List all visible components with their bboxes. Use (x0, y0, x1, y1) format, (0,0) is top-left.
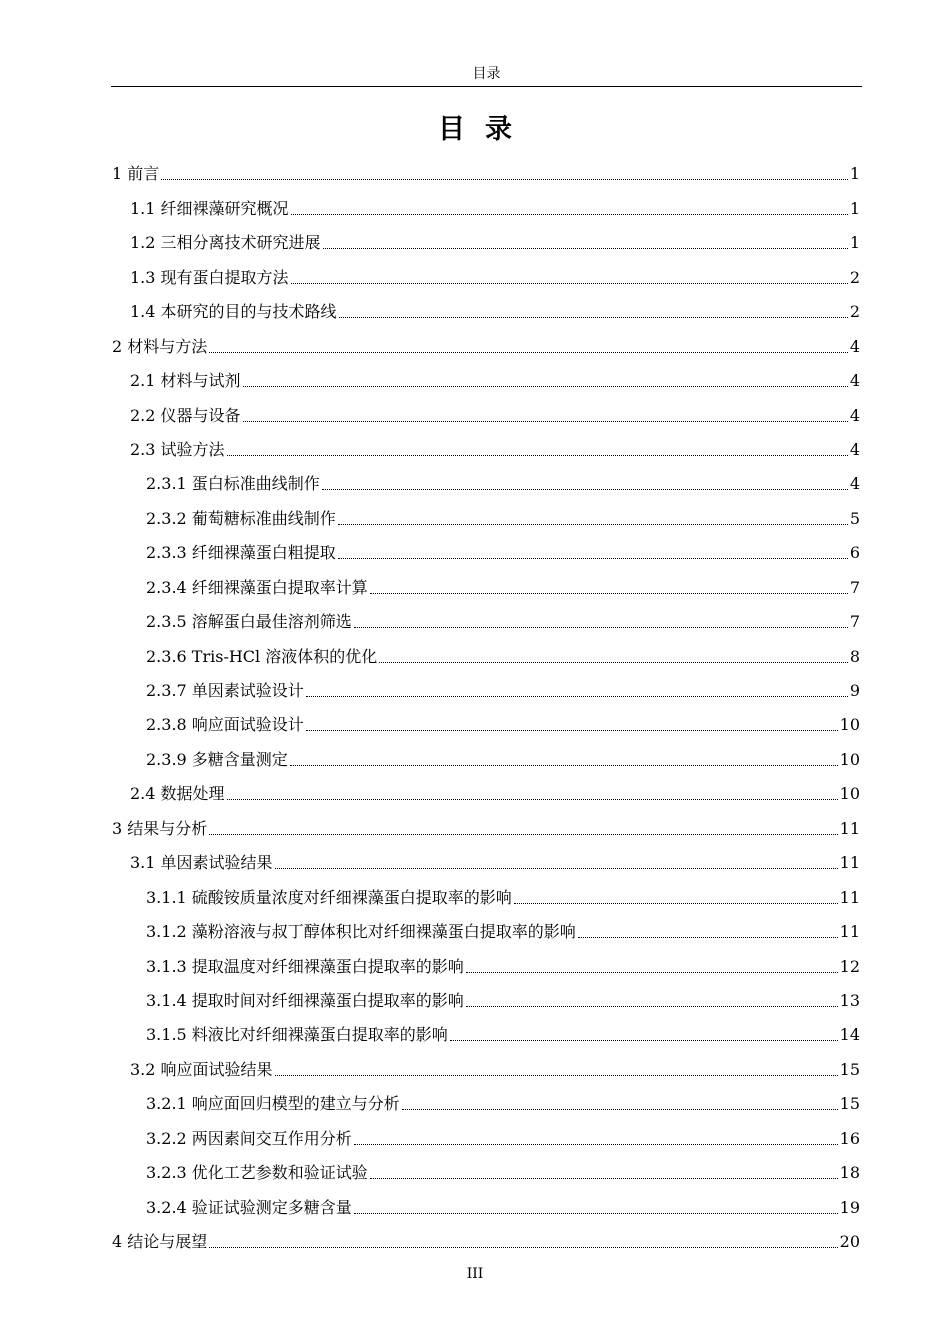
toc-entry-label: 3.1 单因素试验结果 (130, 853, 273, 873)
toc-entry[interactable] (112, 397, 860, 431)
toc-entry-page: 12 (839, 956, 860, 976)
toc-entry[interactable] (112, 1189, 860, 1223)
toc-entry[interactable] (112, 1086, 860, 1120)
toc-entry-label: 3.2 响应面试验结果 (130, 1059, 273, 1079)
dot-leader (291, 283, 848, 284)
toc-entry-label: 1.1 纤细裸藻研究概况 (130, 198, 289, 218)
page-number: III (466, 1266, 484, 1282)
toc-entry-page: 13 (839, 990, 860, 1010)
toc-entry-label: 2.3.8 响应面试验设计 (146, 715, 304, 735)
toc-entry-label: 2.3.5 溶解蛋白最佳溶剂筛选 (146, 612, 352, 632)
toc-entry-page: 16 (839, 1128, 860, 1148)
dot-leader (450, 1040, 838, 1041)
dot-leader (323, 248, 848, 249)
toc-entry[interactable] (112, 569, 860, 603)
dot-leader (227, 799, 838, 800)
toc-entry-page: 9 (849, 681, 860, 700)
toc-entry[interactable] (112, 1120, 860, 1154)
toc-entry-page: 11 (839, 887, 860, 907)
toc-entry[interactable] (112, 328, 860, 362)
dot-leader (466, 1006, 838, 1007)
toc-entry[interactable] (112, 741, 860, 775)
toc-entry[interactable] (112, 190, 860, 224)
dot-leader (370, 593, 848, 594)
dot-leader (379, 662, 848, 663)
toc-entry-label: 2.3.9 多糖含量测定 (146, 749, 288, 769)
dot-leader (209, 834, 837, 835)
toc-entry[interactable] (112, 638, 860, 672)
toc-entry-page: 2 (849, 302, 860, 322)
toc-entry-label: 3.1.4 提取时间对纤细裸藻蛋白提取率的影响 (146, 990, 464, 1010)
toc-entry-page: 4 (849, 405, 860, 425)
dot-leader (209, 352, 848, 353)
dot-leader (514, 903, 838, 904)
dot-leader (322, 489, 848, 490)
dot-leader (290, 765, 838, 766)
table-of-contents (112, 156, 860, 1258)
dot-leader (578, 937, 838, 938)
toc-entry[interactable] (112, 535, 860, 569)
toc-entry-label: 1 前言 (112, 164, 160, 184)
toc-entry-page: 4 (849, 474, 860, 494)
toc-entry-page: 18 (839, 1163, 860, 1183)
toc-entry[interactable] (112, 156, 860, 190)
dot-leader (338, 558, 848, 559)
toc-entry-page: 11 (839, 922, 860, 942)
toc-entry-page: 15 (839, 1059, 860, 1079)
toc-entry-label: 2.3.3 纤细裸藻蛋白粗提取 (146, 543, 336, 563)
dot-leader (306, 730, 838, 731)
toc-entry-label: 2.3 试验方法 (130, 439, 225, 459)
dot-leader (354, 1144, 838, 1145)
running-header: 目录 (472, 66, 501, 82)
toc-entry-label: 3.2.3 优化工艺参数和验证试验 (146, 1163, 368, 1183)
toc-entry-label: 2.3.1 蛋白标准曲线制作 (146, 474, 320, 494)
header-rule (111, 86, 862, 87)
toc-entry-page: 2 (849, 267, 860, 287)
dot-leader (466, 972, 838, 973)
toc-entry[interactable] (112, 845, 860, 879)
toc-entry-page: 1 (849, 233, 860, 253)
toc-entry-page: 10 (839, 784, 860, 804)
toc-entry[interactable] (112, 707, 860, 741)
toc-entry[interactable] (112, 363, 860, 397)
dot-leader (209, 1247, 837, 1248)
toc-entry-page: 6 (849, 543, 860, 563)
toc-entry[interactable] (112, 1224, 860, 1258)
toc-entry-page: 1 (849, 164, 860, 184)
toc-entry[interactable] (112, 432, 860, 466)
toc-entry-page: 1 (849, 198, 860, 218)
dot-leader (291, 214, 848, 215)
dot-leader (227, 455, 848, 456)
toc-entry-label: 1.3 现有蛋白提取方法 (130, 267, 289, 287)
dot-leader (243, 386, 848, 387)
toc-entry[interactable] (112, 879, 860, 913)
dot-leader (275, 868, 838, 869)
dot-leader (243, 421, 848, 422)
dot-leader (275, 1075, 838, 1076)
toc-entry[interactable] (112, 914, 860, 948)
toc-entry-page: 7 (849, 577, 860, 597)
toc-entry-page: 19 (839, 1197, 860, 1217)
page-title: 目录 (438, 114, 532, 145)
toc-entry-page: 14 (839, 1025, 860, 1045)
dot-leader (402, 1109, 838, 1110)
toc-entry-label: 3 结果与分析 (112, 818, 208, 838)
toc-entry-label: 2.4 数据处理 (130, 784, 225, 804)
toc-entry-label: 3.2.1 响应面回归模型的建立与分析 (146, 1094, 400, 1114)
toc-entry-page: 11 (839, 818, 860, 838)
toc-entry[interactable] (112, 604, 860, 638)
toc-entry-page: 4 (849, 336, 860, 356)
toc-entry-label: 3.1.1 硫酸铵质量浓度对纤细裸藻蛋白提取率的影响 (146, 887, 512, 907)
toc-entry-label: 3.2.2 两因素间交互作用分析 (146, 1128, 352, 1148)
toc-entry-page: 10 (839, 749, 860, 769)
toc-entry-label: 3.2.4 验证试验测定多糖含量 (146, 1197, 352, 1217)
dot-leader (338, 524, 848, 525)
toc-entry[interactable] (112, 1051, 860, 1085)
toc-entry-label: 2.3.7 单因素试验设计 (146, 681, 304, 700)
toc-entry-page: 8 (849, 646, 860, 666)
toc-entry-label: 1.4 本研究的目的与技术路线 (130, 302, 337, 322)
toc-entry-page: 10 (839, 715, 860, 735)
toc-entry-page: 20 (839, 1232, 860, 1251)
toc-entry[interactable] (112, 810, 860, 844)
toc-entry[interactable] (112, 673, 860, 707)
dot-leader (370, 1178, 838, 1179)
dot-leader (339, 317, 848, 318)
toc-entry-label: 2 材料与方法 (112, 336, 208, 356)
toc-entry-page: 7 (849, 612, 860, 632)
toc-entry-label: 3.1.2 藻粉溶液与叔丁醇体积比对纤细裸藻蛋白提取率的影响 (146, 922, 576, 942)
toc-entry-page: 4 (849, 439, 860, 459)
dot-leader (161, 179, 848, 180)
toc-entry-label: 1.2 三相分离技术研究进展 (130, 233, 321, 253)
toc-entry[interactable] (112, 1155, 860, 1189)
dot-leader (354, 1213, 838, 1214)
dot-leader (354, 627, 848, 628)
toc-entry-page: 11 (839, 853, 860, 873)
toc-entry[interactable] (112, 466, 860, 500)
toc-entry-label: 2.3.4 纤细裸藻蛋白提取率计算 (146, 577, 368, 597)
toc-entry-page: 5 (849, 508, 860, 528)
toc-entry[interactable] (112, 259, 860, 293)
toc-entry[interactable] (112, 500, 860, 534)
toc-entry[interactable] (112, 294, 860, 328)
toc-entry-page: 4 (849, 371, 860, 391)
toc-entry[interactable] (112, 1017, 860, 1051)
toc-entry-label: 4 结论与展望 (112, 1232, 208, 1251)
toc-entry[interactable] (112, 776, 860, 810)
toc-entry[interactable] (112, 225, 860, 259)
toc-entry-label: 3.1.3 提取温度对纤细裸藻蛋白提取率的影响 (146, 956, 464, 976)
toc-entry-label: 3.1.5 料液比对纤细裸藻蛋白提取率的影响 (146, 1025, 448, 1045)
toc-entry-label: 2.2 仪器与设备 (130, 405, 241, 425)
toc-entry[interactable] (112, 948, 860, 982)
dot-leader (306, 696, 848, 697)
toc-entry[interactable] (112, 983, 860, 1017)
toc-entry-label: 2.3.2 葡萄糖标准曲线制作 (146, 508, 336, 528)
toc-entry-label: 2.1 材料与试剂 (130, 371, 241, 391)
toc-entry-label: 2.3.6 Tris-HCl 溶液体积的优化 (146, 646, 378, 666)
toc-entry-page: 15 (839, 1094, 860, 1114)
